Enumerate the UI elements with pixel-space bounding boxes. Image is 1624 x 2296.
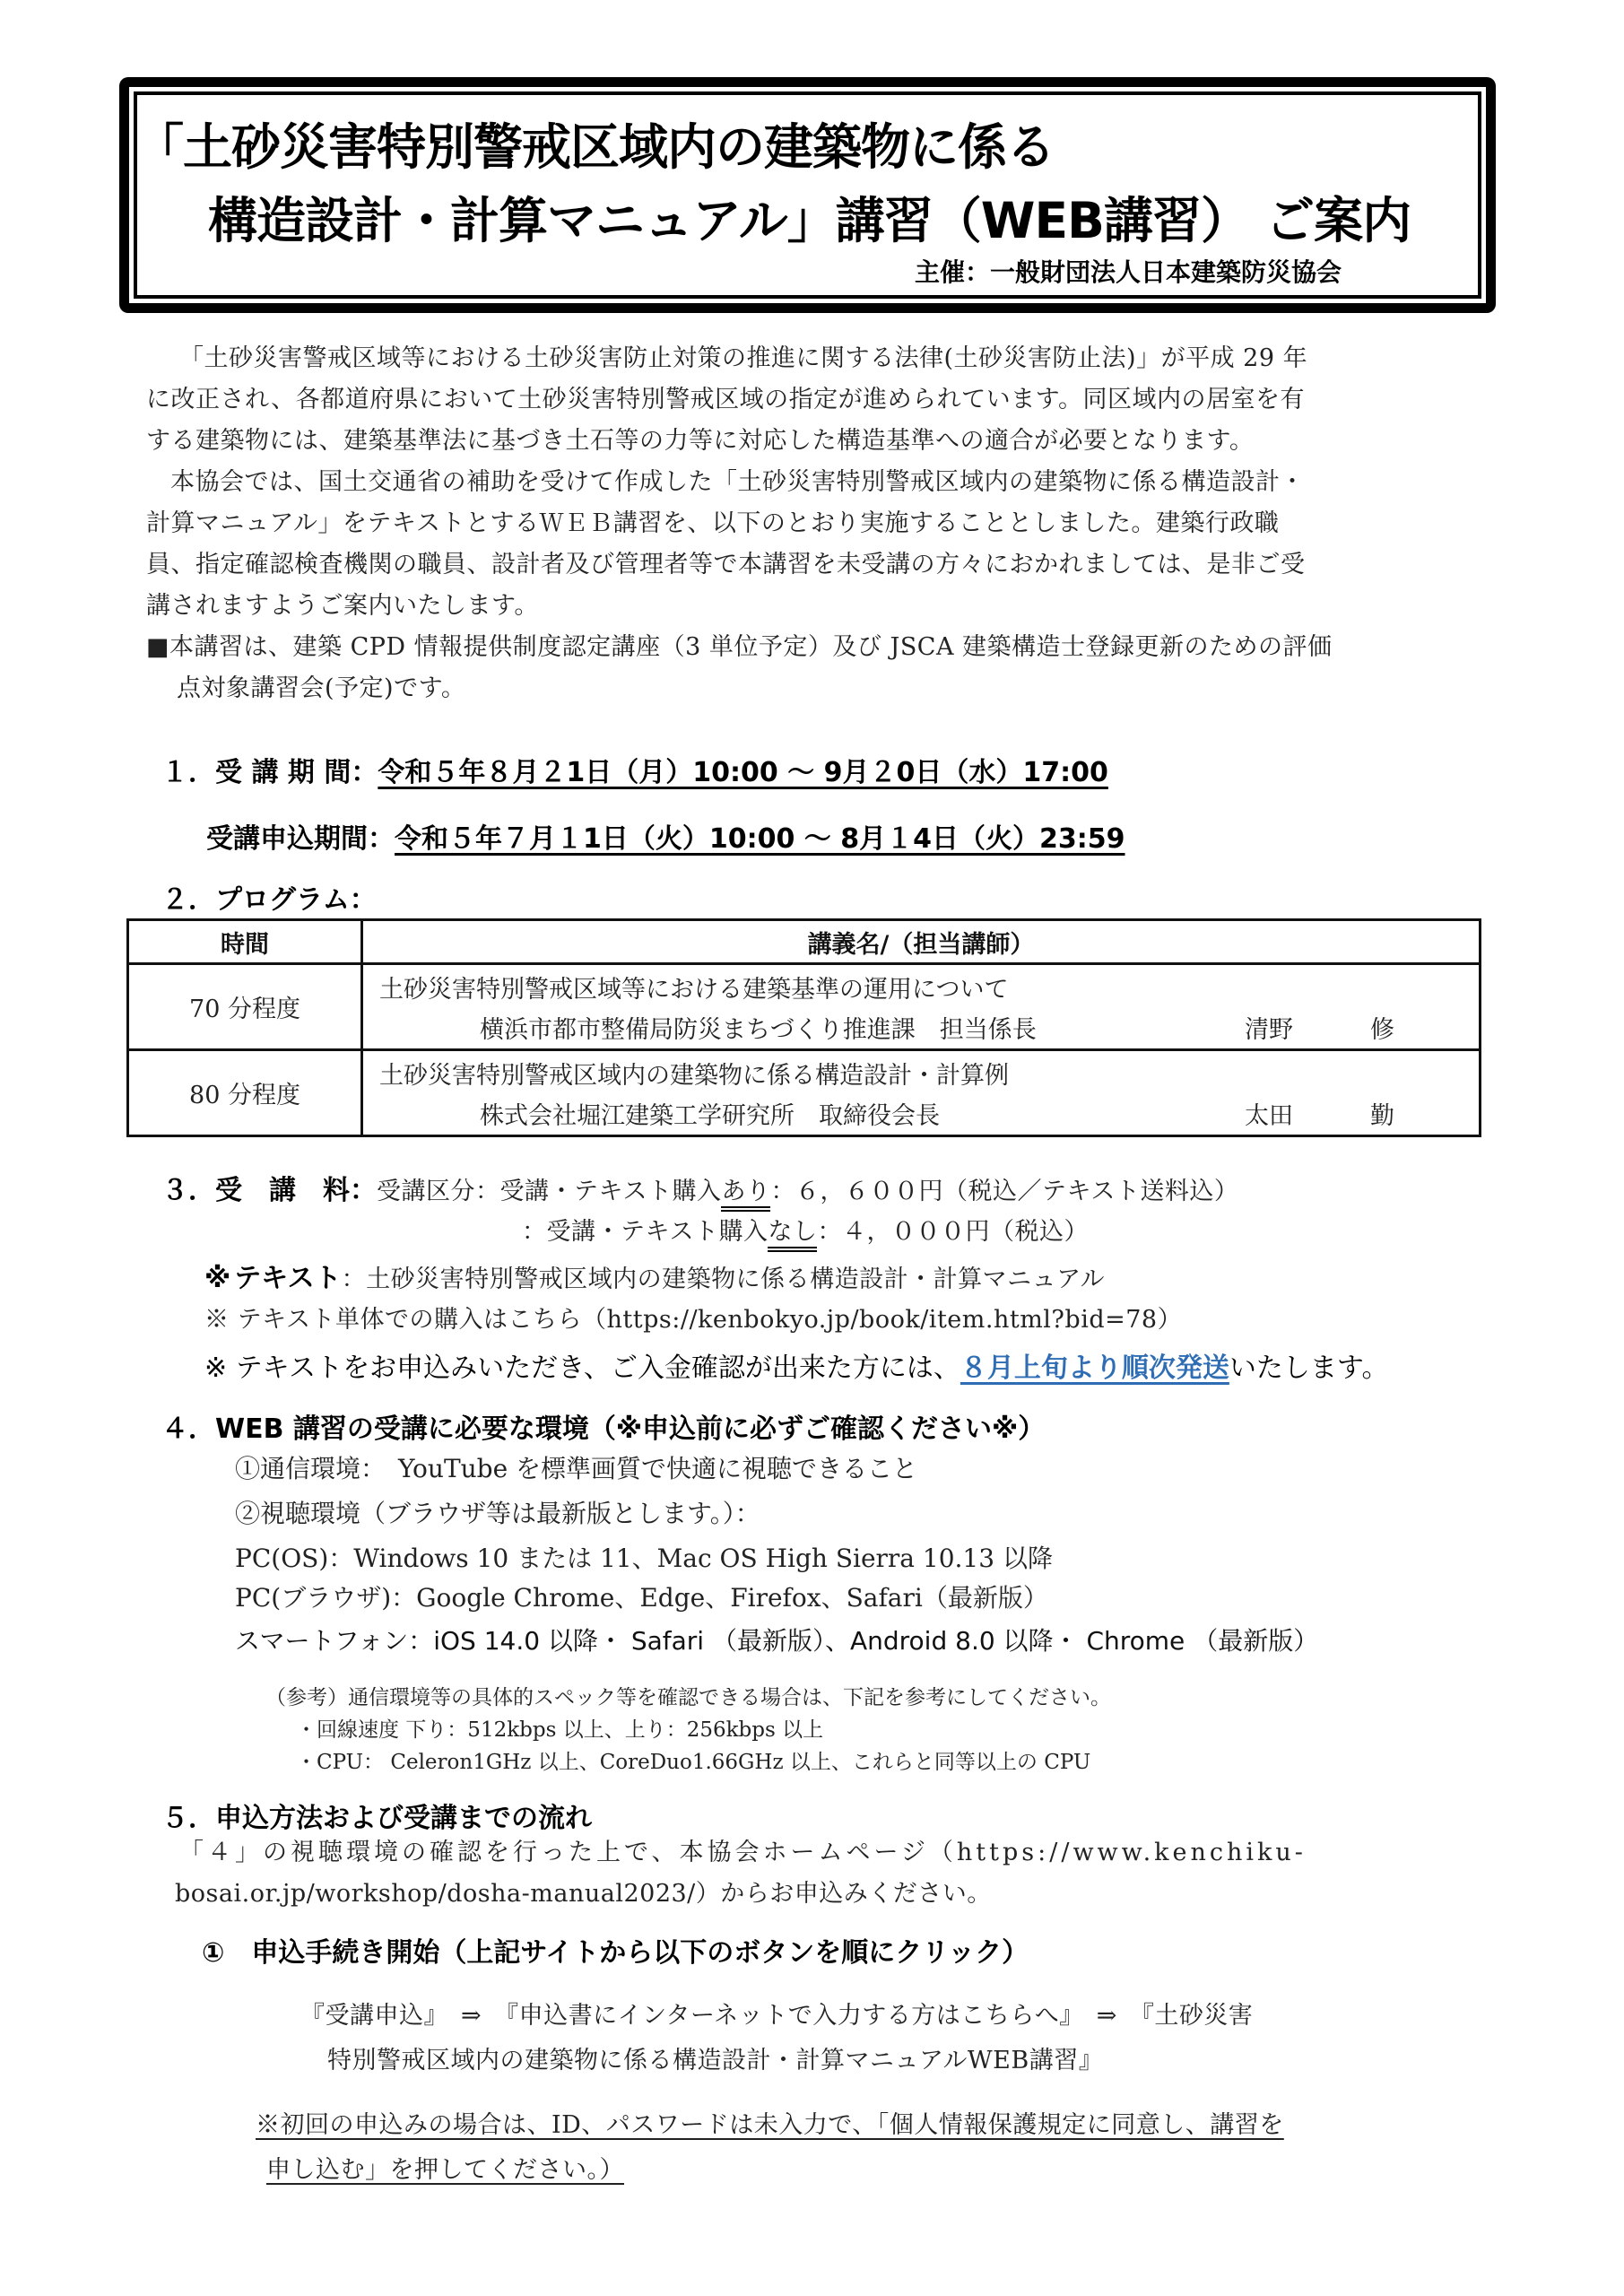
lecturer-given-name: 修: [1370, 1016, 1394, 1044]
lecture-title: 土砂災害特別警戒区域等における建築基準の運用について: [379, 976, 1009, 1004]
note-mark: ※: [204, 1263, 231, 1294]
cpd-note-line1: ■本講習は、建築 CPD 情報提供制度認定講座（3 単位予定）及び JSCA 建築構造士登録更新のための評価: [146, 633, 1333, 661]
table-header-row: [128, 920, 1481, 964]
text-label: テキスト: [234, 1263, 342, 1294]
lecturer-surname: 太田: [1245, 1102, 1293, 1130]
section2-label: ２．プログラム：: [161, 884, 377, 916]
intro-line: 「土砂災害警戒区域等における土砂災害防止対策の推進に関する法律(土砂災害防止法)」が平成 29 年: [179, 344, 1308, 372]
fee2-emphasis: なし: [768, 1218, 817, 1252]
ref-line-cpu: ・CPU： Celeron1GHz 以上、CoreDuo1.66GHz 以上、これらと同等以上の CPU: [296, 1751, 1091, 1774]
env-network: ①通信環境： YouTube を標準画質で快適に視聴できること: [235, 1454, 918, 1483]
section5-label: ５．申込方法および受講までの流れ: [161, 1803, 592, 1834]
text-purchase-link[interactable]: ※ テキスト単体での購入はこちら（https://kenbokyo.jp/book/item.html?bid=78）: [204, 1306, 1183, 1334]
env-pc-browser: PC(ブラウザ)：Google Chrome、Edge、Firefox、Safari（最新版）: [235, 1583, 1048, 1613]
table-row: [128, 964, 1481, 1050]
lecture-cell: [362, 1050, 1481, 1136]
env-viewing: ②視聴環境（ブラウザ等は最新版とします。）：: [235, 1499, 760, 1528]
program-table: [126, 918, 1481, 1137]
shipping-note-suffix: いたします。: [1229, 1352, 1389, 1384]
lecturer-affiliation: 横浜市都市整備局防災まちづくり推進課 担当係長: [480, 1016, 1037, 1044]
step1-label: ① 申込手続き開始（上記サイトから以下のボタンを順にクリック）: [202, 1937, 1029, 1969]
application-line2[interactable]: bosai.or.jp/workshop/dosha-manual2023/）からお申込みください。: [175, 1880, 992, 1908]
fee1-amount: ：６，６００円（税込／テキスト送料込）: [770, 1178, 1239, 1205]
first-time-note-line2: 申し込む」を押してください。）: [266, 2156, 624, 2184]
col-header-time: 時間: [128, 920, 362, 964]
apply-label: 受講申込期間：: [206, 823, 395, 855]
intro-line: 計算マニュアル」をテキストとするＷＥＢ講習を、以下のとおり実施することとしました。建築行政職: [146, 509, 1280, 537]
fee2-amount: ：４，０００円（税込）: [817, 1218, 1089, 1246]
shipping-note: [204, 1345, 1388, 1385]
section4-label: ４．WEB 講習の受講に必要な環境（※申込前に必ずご確認ください※）: [161, 1413, 1046, 1445]
apply-period: 令和５年７月１1日（火）10:00 ～ 8月１4日（火）23:59: [395, 823, 1125, 855]
fee2-prefix: ：受講・テキスト購入: [522, 1218, 769, 1246]
intro-line: する建築物には、建築基準法に基づき土石等の力等に対応した構造基準への適合が必要となります。: [146, 427, 1255, 455]
table-row: [128, 1050, 1481, 1136]
lecture-time: 70 分程度: [128, 964, 362, 1050]
text-note: [204, 1256, 1105, 1300]
lecture-time: 80 分程度: [128, 1050, 362, 1136]
section1-label: １．受 講 期 間：: [161, 757, 378, 788]
shipping-note-prefix: ※ テキストをお申込みいただき、ご入金確認が出来た方には、: [204, 1352, 960, 1384]
page-title-line1: 「土砂災害特別警戒区域内の建築物に係る: [135, 118, 1055, 176]
fee1-emphasis: あり: [721, 1178, 770, 1212]
env-pc-os: PC(OS)：Windows 10 または 11、Mac OS High Sierra 10.13 以降: [235, 1544, 1053, 1573]
fee-row-1: [161, 1168, 1238, 1212]
section1-apply-period: [206, 816, 1125, 856]
lecturer-surname: 清野: [1245, 1016, 1293, 1044]
organizer: 主催：一般財団法人日本建築防災協会: [915, 257, 1342, 287]
shipping-date-highlight: ８月上旬より順次発送: [960, 1352, 1229, 1384]
page-title-line2: 構造設計・計算マニュアル」講習（WEB講習） ご案内: [208, 192, 1411, 249]
intro-line: 員、指定確認検査機関の職員、設計者及び管理者等で本講習を未受講の方々におかれましては、是非ご受: [146, 551, 1306, 578]
lecturer-given-name: 勤: [1370, 1102, 1394, 1130]
course-period: 令和５年８月２1日（月）10:00 ～ 9月２0日（水）17:00: [378, 757, 1108, 788]
section3-label: ３．受 講 料：: [161, 1175, 377, 1206]
ref-line-speed: ・回線速度 下り：512kbps 以上、上り：256kbps 以上: [296, 1718, 824, 1742]
intro-line: に改正され、各都道府県において土砂災害特別警戒区域の指定が進められています。同区域内の居室を有: [146, 386, 1305, 413]
intro-line: 講されますようご案内いたします。: [146, 592, 539, 620]
lecturer-affiliation: 株式会社堀江建築工学研究所 取締役会長: [480, 1102, 940, 1130]
fee1-prefix: 受講・テキスト購入: [499, 1178, 722, 1205]
section1-period: [161, 750, 1108, 789]
col-header-lecture: 講義名/（担当講師）: [362, 920, 1481, 964]
cpd-note-line2: 点対象講習会(予定)です。: [177, 674, 466, 702]
application-line1: 「４」の視聴環境の確認を行った上で、本協会ホームページ（https://www.kenchiku-: [179, 1839, 1307, 1866]
fee-row-2: [522, 1213, 1089, 1252]
fee-category-label: 受講区分：: [377, 1178, 500, 1205]
intro-line: 本協会では、国土交通省の補助を受けて作成した「土砂災害特別警戒区域内の建築物に係る構造設計・: [170, 468, 1305, 496]
lecture-cell: [362, 964, 1481, 1050]
first-time-note-line1: ※初回の申込みの場合は、ID、パスワードは未入力で、「個人情報保護規定に同意し、講習を: [256, 2111, 1284, 2139]
flow-line2: 特別警戒区域内の建築物に係る構造設計・計算マニュアルWEB講習』: [327, 2047, 1104, 2074]
text-title: ：土砂災害特別警戒区域内の建築物に係る構造設計・計算マニュアル: [341, 1265, 1105, 1293]
lecture-title: 土砂災害特別警戒区域内の建築物に係る構造設計・計算例: [379, 1062, 1009, 1090]
ref-title: （参考）通信環境等の具体的スペック等を確認できる場合は、下記を参考にしてください。: [265, 1686, 1111, 1709]
env-smartphone: スマートフォン：iOS 14.0 以降・ Safari （最新版）、Android 8.0 以降・ Chrome （最新版）: [235, 1626, 1319, 1656]
flow-line1: 『受講申込』 ⇒ 『申込書にインターネットで入力する方はこちらへ』 ⇒ 『土砂災害: [300, 2002, 1254, 2030]
